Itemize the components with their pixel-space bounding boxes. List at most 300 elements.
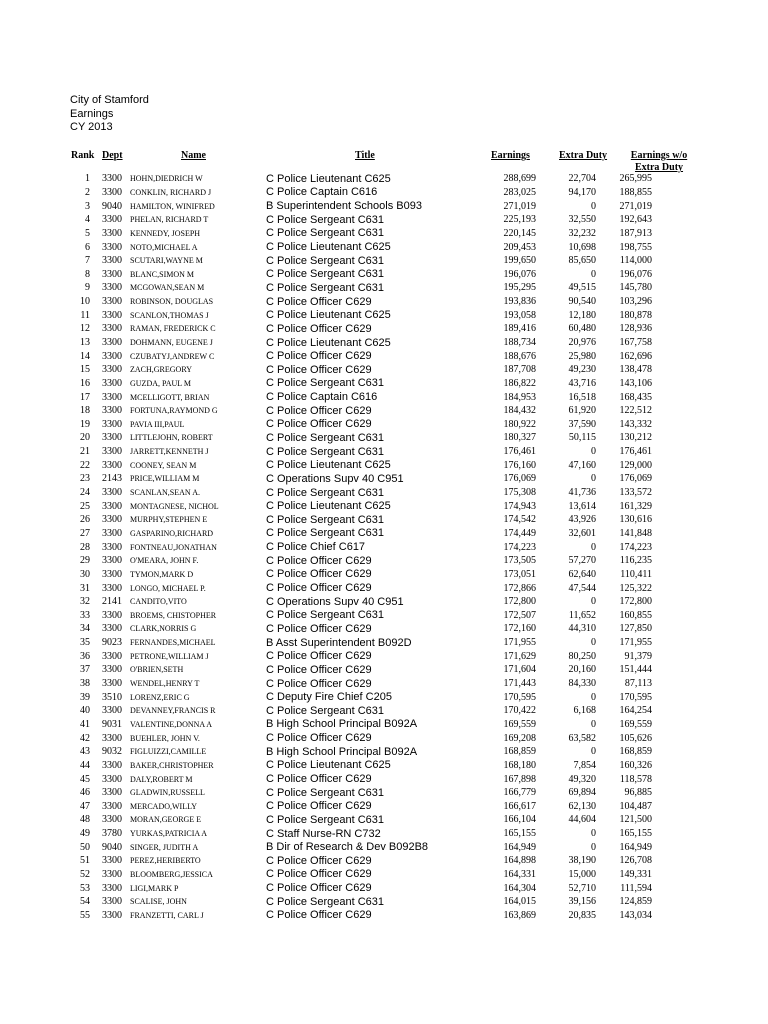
cell-name: PEREZ,HERIBERTO <box>130 856 201 866</box>
cell-earnings: 184,953 <box>503 391 536 403</box>
cell-earnings: 164,331 <box>503 868 536 880</box>
cell-earnings-wo-extra: 176,069 <box>619 473 652 485</box>
cell-dept: 3300 <box>102 868 122 880</box>
cell-earnings-wo-extra: 165,155 <box>619 828 652 840</box>
cell-extra-duty: 20,976 <box>568 337 596 348</box>
cell-earnings: 199,650 <box>503 255 536 267</box>
cell-rank: 35 <box>80 637 90 649</box>
cell-dept: 3300 <box>102 337 122 348</box>
cell-earnings-wo-extra: 198,755 <box>619 241 652 253</box>
cell-dept: 3300 <box>102 514 122 526</box>
cell-name: ZACH,GREGORY <box>130 365 193 375</box>
table-row <box>62 595 652 609</box>
cell-extra-duty: 62,640 <box>568 568 596 580</box>
cell-rank: 14 <box>80 350 90 362</box>
cell-name: LITTLEJOHN, ROBERT <box>130 433 213 443</box>
cell-dept: 2141 <box>102 596 122 608</box>
cell-dept: 9023 <box>102 637 122 649</box>
cell-dept: 3300 <box>102 459 122 471</box>
cell-rank: 28 <box>80 541 90 553</box>
cell-earnings: 172,507 <box>503 609 536 621</box>
cell-earnings: 170,595 <box>503 691 536 703</box>
cell-earnings: 164,898 <box>503 855 536 867</box>
cell-dept: 3300 <box>102 773 122 785</box>
cell-earnings: 172,800 <box>503 596 536 608</box>
cell-earnings: 193,058 <box>503 309 536 321</box>
cell-name: FERNANDES,MICHAEL <box>130 638 216 648</box>
cell-dept: 3300 <box>102 214 122 226</box>
cell-rank: 37 <box>80 664 90 676</box>
cell-rank: 16 <box>80 377 90 389</box>
cell-extra-duty: 20,160 <box>568 664 596 676</box>
cell-earnings: 189,416 <box>503 323 536 335</box>
cell-earnings-wo-extra: 168,435 <box>619 391 652 403</box>
cell-extra-duty: 0 <box>591 596 596 608</box>
cell-title: C Police Sergeant C631 <box>266 254 385 267</box>
cell-earnings: 174,542 <box>503 514 536 526</box>
table-row <box>62 840 652 854</box>
cell-name: GLADWIN,RUSSELL <box>130 788 205 798</box>
cell-name: FIGLUIZZI,CAMILLE <box>130 747 207 757</box>
cell-title: B Dir of Research & Dev B092B8 <box>266 841 429 854</box>
cell-earnings-wo-extra: 138,478 <box>619 364 652 376</box>
cell-rank: 1 <box>85 173 90 185</box>
cell-extra-duty: 43,716 <box>568 377 596 389</box>
cell-extra-duty: 0 <box>591 718 596 730</box>
cell-title: C Police Officer C629 <box>266 732 372 745</box>
cell-name: O'BRIEN,SETH <box>130 665 184 675</box>
cell-earnings: 176,160 <box>503 459 536 471</box>
cell-earnings-wo-extra: 172,800 <box>619 596 652 608</box>
col-header-dept-label: Dept <box>102 150 123 161</box>
cell-name: BLANC,SIMON M <box>130 269 195 279</box>
cell-name: JARRETT,KENNETH J <box>130 447 209 457</box>
table-row <box>62 295 652 309</box>
report-header <box>70 94 149 135</box>
cell-rank: 41 <box>80 718 90 730</box>
cell-dept: 3300 <box>102 418 122 430</box>
table-row <box>62 581 652 595</box>
cell-extra-duty: 62,130 <box>568 800 596 812</box>
cell-name: PRICE,WILLIAM M <box>130 474 200 484</box>
cell-title: C Police Sergeant C631 <box>266 281 385 294</box>
cell-title: C Staff Nurse-RN C732 <box>266 827 381 840</box>
table-row <box>62 786 652 800</box>
cell-earnings: 164,015 <box>503 896 536 908</box>
cell-earnings-wo-extra: 110,411 <box>620 568 652 580</box>
cell-dept: 3300 <box>102 432 122 444</box>
table-row <box>62 799 652 813</box>
cell-name: DALY,ROBERT M <box>130 774 193 784</box>
cell-rank: 47 <box>80 800 90 812</box>
cell-title: B High School Principal B092A <box>266 718 418 731</box>
cell-dept: 3510 <box>102 691 122 703</box>
cell-rank: 51 <box>80 855 90 867</box>
cell-rank: 53 <box>80 882 90 894</box>
cell-rank: 39 <box>80 691 90 703</box>
cell-rank: 55 <box>80 909 90 921</box>
cell-name: LIGI,MARK P <box>130 883 179 893</box>
cell-earnings: 171,443 <box>503 678 536 690</box>
cell-dept: 3300 <box>102 173 122 185</box>
cell-extra-duty: 0 <box>591 637 596 649</box>
cell-earnings-wo-extra: 171,955 <box>619 637 652 649</box>
cell-extra-duty: 84,330 <box>568 678 596 690</box>
cell-dept: 9040 <box>102 841 122 853</box>
cell-dept: 3300 <box>102 678 122 690</box>
cell-earnings: 220,145 <box>503 227 536 239</box>
cell-name: WENDEL,HENRY T <box>130 679 200 689</box>
cell-dept: 3300 <box>102 732 122 744</box>
cell-earnings-wo-extra: 129,000 <box>619 459 652 471</box>
cell-rank: 24 <box>80 487 90 499</box>
cell-earnings: 164,304 <box>503 882 536 894</box>
cell-dept: 3300 <box>102 227 122 239</box>
cell-dept: 3300 <box>102 186 122 198</box>
cell-earnings-wo-extra: 104,487 <box>619 800 652 812</box>
cell-name: BLOOMBERG,JESSICA <box>130 869 213 879</box>
col-header-title-label: Title <box>355 150 375 161</box>
cell-earnings-wo-extra: 174,223 <box>619 541 652 553</box>
cell-title: C Police Lieutenant C625 <box>266 241 391 254</box>
col-header-extra-duty <box>559 150 607 161</box>
cell-extra-duty: 85,650 <box>568 255 596 267</box>
cell-rank: 54 <box>80 896 90 908</box>
cell-extra-duty: 20,835 <box>568 909 596 921</box>
table-row <box>62 418 652 432</box>
cell-dept: 3300 <box>102 896 122 908</box>
table-row <box>62 445 652 459</box>
cell-earnings-wo-extra: 151,444 <box>619 664 652 676</box>
cell-rank: 30 <box>80 568 90 580</box>
report-period: CY 2013 <box>70 121 113 133</box>
cell-extra-duty: 39,156 <box>568 896 596 908</box>
cell-name: MONTAGNESE, NICHOL <box>130 501 219 511</box>
cell-extra-duty: 10,698 <box>568 241 596 253</box>
cell-earnings-wo-extra: 143,106 <box>619 377 652 389</box>
cell-title: C Police Sergeant C631 <box>266 486 385 499</box>
cell-title: C Police Officer C629 <box>266 868 372 881</box>
cell-name: CONKLIN, RICHARD J <box>130 187 212 197</box>
earnings-table-body <box>62 172 652 922</box>
cell-extra-duty: 37,590 <box>568 418 596 430</box>
cell-extra-duty: 49,320 <box>568 773 596 785</box>
cell-name: DOHMANN, EUGENE J <box>130 338 213 347</box>
cell-earnings: 166,779 <box>503 787 536 799</box>
cell-earnings: 164,949 <box>503 841 536 853</box>
cell-rank: 49 <box>80 828 90 840</box>
cell-dept: 2143 <box>102 473 122 485</box>
table-row <box>62 486 652 500</box>
cell-earnings-wo-extra: 180,878 <box>619 309 652 321</box>
cell-earnings: 167,898 <box>503 773 536 785</box>
cell-rank: 40 <box>80 705 90 717</box>
cell-name: SCUTARI,WAYNE M <box>130 256 203 266</box>
table-row <box>62 677 652 691</box>
cell-earnings: 174,943 <box>503 500 536 512</box>
cell-earnings-wo-extra: 96,885 <box>624 787 652 799</box>
cell-earnings: 193,836 <box>503 296 536 308</box>
cell-earnings: 283,025 <box>503 186 536 198</box>
cell-extra-duty: 0 <box>591 473 596 485</box>
cell-name: PAVIA III,PAUL <box>130 419 185 429</box>
cell-extra-duty: 63,582 <box>568 732 596 744</box>
cell-title: C Police Sergeant C631 <box>266 513 385 526</box>
cell-dept: 3300 <box>102 882 122 894</box>
cell-title: B Asst Superintendent B092D <box>266 636 412 649</box>
cell-dept: 3300 <box>102 664 122 676</box>
table-row <box>62 267 652 281</box>
cell-name: GUZDA, PAUL M <box>130 378 191 388</box>
cell-earnings-wo-extra: 164,254 <box>619 705 652 717</box>
col-header-earnings-wo-extra <box>620 150 698 174</box>
cell-earnings-wo-extra: 192,643 <box>619 214 652 226</box>
cell-dept: 3300 <box>102 555 122 567</box>
cell-extra-duty: 15,000 <box>568 868 596 880</box>
cell-dept: 3780 <box>102 828 122 840</box>
cell-name: CANDITO,VITO <box>130 597 187 607</box>
cell-rank: 2 <box>85 186 90 198</box>
cell-rank: 13 <box>80 337 90 348</box>
cell-rank: 8 <box>85 268 90 280</box>
table-row <box>62 172 652 186</box>
table-row <box>62 240 652 254</box>
cell-earnings-wo-extra: 149,331 <box>619 868 652 880</box>
cell-earnings-wo-extra: 122,512 <box>619 405 652 417</box>
report-name: Earnings <box>70 107 114 120</box>
cell-extra-duty: 0 <box>591 541 596 553</box>
cell-name: KENNEDY, JOSEPH <box>130 228 201 238</box>
cell-title: C Police Officer C629 <box>266 568 372 581</box>
cell-extra-duty: 32,232 <box>568 227 596 239</box>
table-row <box>62 649 652 663</box>
cell-earnings-wo-extra: 103,296 <box>619 296 652 308</box>
cell-extra-duty: 11,652 <box>568 609 596 621</box>
cell-earnings-wo-extra: 121,500 <box>619 814 652 826</box>
cell-earnings: 288,699 <box>503 173 536 185</box>
cell-name: FONTNEAU,JONATHAN <box>130 542 217 552</box>
table-row <box>62 745 652 759</box>
cell-rank: 45 <box>80 773 90 785</box>
cell-name: COONEY, SEAN M <box>130 460 197 470</box>
cell-rank: 44 <box>80 759 90 771</box>
cell-dept: 3300 <box>102 800 122 812</box>
cell-earnings: 173,051 <box>503 568 536 580</box>
table-row <box>62 199 652 213</box>
cell-rank: 9 <box>85 282 90 294</box>
cell-dept: 3300 <box>102 568 122 580</box>
cell-name: HAMILTON, WINIFRED <box>130 201 215 211</box>
cell-name: ROBINSON, DOUGLAS <box>130 297 214 307</box>
cell-earnings-wo-extra: 162,696 <box>619 350 652 362</box>
cell-extra-duty: 50,115 <box>568 432 596 444</box>
cell-extra-duty: 90,540 <box>568 296 596 308</box>
cell-extra-duty: 6,168 <box>573 705 596 717</box>
cell-extra-duty: 25,980 <box>568 350 596 362</box>
cell-dept: 3300 <box>102 487 122 499</box>
cell-rank: 33 <box>80 609 90 621</box>
cell-extra-duty: 0 <box>591 746 596 758</box>
cell-rank: 32 <box>80 596 90 608</box>
cell-earnings-wo-extra: 167,758 <box>619 337 652 348</box>
cell-earnings: 166,617 <box>503 800 536 812</box>
cell-extra-duty: 44,604 <box>568 814 596 826</box>
cell-rank: 11 <box>80 309 90 321</box>
cell-extra-duty: 44,310 <box>568 623 596 635</box>
cell-earnings: 186,822 <box>503 377 536 389</box>
cell-dept: 3300 <box>102 623 122 635</box>
cell-rank: 36 <box>80 650 90 662</box>
cell-extra-duty: 22,704 <box>568 173 596 185</box>
cell-title: C Police Chief C617 <box>266 541 366 554</box>
cell-earnings: 176,069 <box>503 473 536 485</box>
cell-dept: 3300 <box>102 323 122 335</box>
cell-title: C Police Officer C629 <box>266 622 372 635</box>
cell-extra-duty: 43,926 <box>568 514 596 526</box>
cell-name: TYMON,MARK D <box>130 569 194 579</box>
cell-earnings-wo-extra: 145,780 <box>619 282 652 294</box>
cell-rank: 20 <box>80 432 90 444</box>
table-row <box>62 854 652 868</box>
cell-earnings: 271,019 <box>503 200 536 212</box>
table-row <box>62 254 652 268</box>
cell-title: C Police Lieutenant C625 <box>266 500 391 513</box>
cell-title: C Police Officer C629 <box>266 322 372 335</box>
cell-rank: 46 <box>80 787 90 799</box>
col-header-rank: Rank <box>71 150 95 161</box>
table-row <box>62 772 652 786</box>
cell-rank: 6 <box>85 241 90 253</box>
table-row <box>62 731 652 745</box>
cell-earnings-wo-extra: 111,594 <box>620 882 652 894</box>
cell-rank: 12 <box>80 323 90 335</box>
col-header-dept <box>102 150 123 161</box>
cell-earnings-wo-extra: 128,936 <box>619 323 652 335</box>
cell-earnings-wo-extra: 188,855 <box>619 186 652 198</box>
cell-dept: 3300 <box>102 582 122 594</box>
cell-dept: 3300 <box>102 759 122 771</box>
cell-title: C Police Officer C629 <box>266 909 372 922</box>
cell-extra-duty: 32,550 <box>568 214 596 226</box>
cell-title: C Police Sergeant C631 <box>266 213 385 226</box>
table-row <box>62 404 652 418</box>
cell-earnings: 195,295 <box>503 282 536 294</box>
table-row <box>62 622 652 636</box>
cell-dept: 3300 <box>102 350 122 362</box>
cell-dept: 3300 <box>102 255 122 267</box>
cell-name: CZUBATYJ,ANDREW C <box>130 351 215 361</box>
table-row <box>62 336 652 350</box>
cell-earnings: 174,449 <box>503 527 536 539</box>
cell-title: B High School Principal B092A <box>266 745 418 758</box>
cell-title: C Police Sergeant C631 <box>266 813 385 826</box>
cell-rank: 17 <box>80 391 90 403</box>
cell-earnings: 174,223 <box>503 541 536 553</box>
cell-extra-duty: 0 <box>591 691 596 703</box>
cell-rank: 34 <box>80 623 90 635</box>
cell-rank: 7 <box>85 255 90 267</box>
cell-earnings: 169,208 <box>503 732 536 744</box>
cell-earnings-wo-extra: 170,595 <box>619 691 652 703</box>
cell-earnings-wo-extra: 91,379 <box>624 650 652 662</box>
cell-extra-duty: 0 <box>591 841 596 853</box>
cell-earnings: 176,461 <box>503 446 536 458</box>
table-row <box>62 377 652 391</box>
cell-name: MCELLIGOTT, BRIAN <box>130 392 210 402</box>
table-row <box>62 540 652 554</box>
cell-title: C Police Officer C629 <box>266 663 372 676</box>
cell-earnings: 172,160 <box>503 623 536 635</box>
cell-title: C Police Officer C629 <box>266 295 372 308</box>
cell-name: PHELAN, RICHARD T <box>130 215 209 225</box>
cell-title: C Police Sergeant C631 <box>266 527 385 540</box>
table-row <box>62 759 652 773</box>
cell-dept: 3300 <box>102 377 122 389</box>
cell-extra-duty: 0 <box>591 828 596 840</box>
cell-title: C Police Captain C616 <box>266 186 378 199</box>
cell-dept: 3300 <box>102 282 122 294</box>
cell-title: C Police Lieutenant C625 <box>266 459 391 472</box>
cell-rank: 50 <box>80 841 90 853</box>
cell-earnings: 170,422 <box>503 705 536 717</box>
cell-name: BAKER,CHRISTOPHER <box>130 760 214 770</box>
cell-extra-duty: 57,270 <box>568 555 596 567</box>
cell-title: C Police Sergeant C631 <box>266 704 385 717</box>
table-row <box>62 390 652 404</box>
cell-title: C Police Officer C629 <box>266 418 372 431</box>
cell-extra-duty: 49,230 <box>568 364 596 376</box>
cell-dept: 3300 <box>102 500 122 512</box>
table-row <box>62 281 652 295</box>
cell-earnings: 165,155 <box>503 828 536 840</box>
cell-name: FRANZETTI, CARL J <box>130 910 204 920</box>
cell-name: SCANLAN,SEAN A. <box>130 488 201 498</box>
cell-earnings-wo-extra: 105,626 <box>619 732 652 744</box>
cell-title: C Police Sergeant C631 <box>266 431 385 444</box>
cell-title: C Police Officer C629 <box>266 882 372 895</box>
cell-earnings-wo-extra: 130,616 <box>619 514 652 526</box>
cell-earnings: 168,859 <box>503 746 536 758</box>
cell-earnings-wo-extra: 124,859 <box>619 896 652 908</box>
table-row <box>62 690 652 704</box>
table-row <box>62 308 652 322</box>
cell-title: C Police Officer C629 <box>266 554 372 567</box>
cell-dept: 3300 <box>102 787 122 799</box>
table-row <box>62 458 652 472</box>
cell-name: MURPHY,STEPHEN E <box>130 515 208 525</box>
cell-rank: 18 <box>80 405 90 417</box>
cell-title: C Police Sergeant C631 <box>266 268 385 281</box>
cell-dept: 3300 <box>102 241 122 253</box>
col-header-extra-duty-label: Extra Duty <box>559 150 608 161</box>
cell-earnings-wo-extra: 130,212 <box>619 432 652 444</box>
col-header-name <box>181 150 206 161</box>
cell-earnings: 169,559 <box>503 718 536 730</box>
cell-earnings-wo-extra: 169,559 <box>619 718 652 730</box>
table-row <box>62 704 652 718</box>
cell-name: HOHN,DIEDRICH W <box>130 174 203 184</box>
col-header-earnings <box>491 150 530 161</box>
col-header-name-label: Name <box>181 150 206 161</box>
table-row <box>62 827 652 841</box>
cell-rank: 10 <box>80 296 90 308</box>
cell-extra-duty: 16,518 <box>568 391 596 403</box>
cell-dept: 3300 <box>102 364 122 376</box>
cell-earnings-wo-extra: 164,949 <box>619 841 652 853</box>
cell-earnings-wo-extra: 161,329 <box>619 500 652 512</box>
cell-rank: 38 <box>80 678 90 690</box>
col-header-earnings-wo-line1: Earnings w/o <box>630 150 688 161</box>
